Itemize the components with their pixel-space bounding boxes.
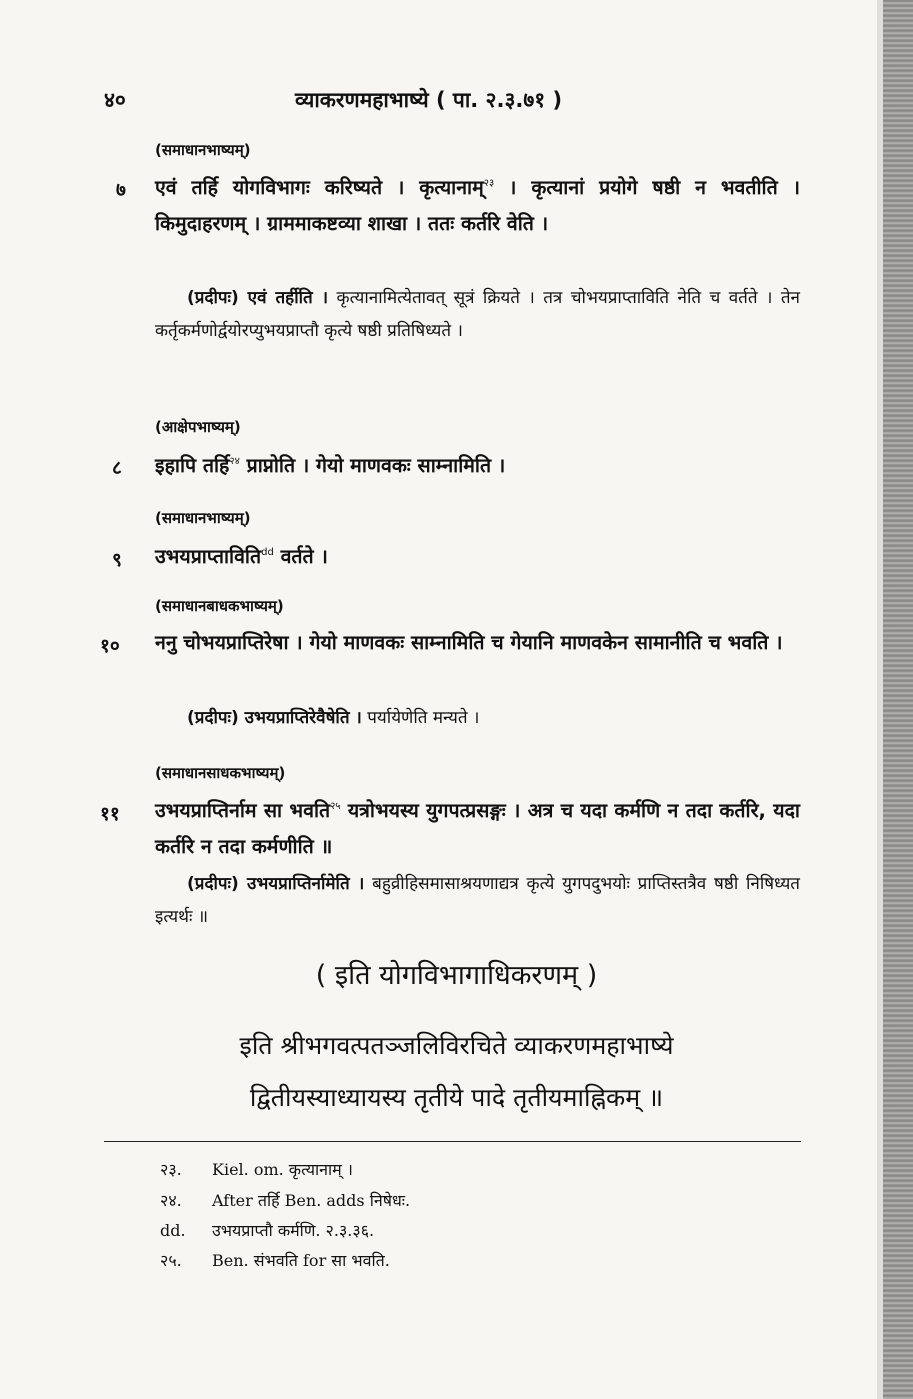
bhashya-passage (155, 170, 800, 242)
pradipa-head: (प्रदीपः) उभयप्राप्तिर्नामेति । (187, 874, 365, 894)
bhashya-passage (155, 625, 800, 661)
running-head: व्याकरणमहाभाष्ये ( पा. २.३.७१ ) (295, 88, 563, 112)
footnote-number: dd. (160, 1221, 186, 1240)
footnote (160, 1249, 390, 1271)
section-label: (समाधानभाष्यम्) (155, 509, 251, 527)
passage-text: वर्तते । (273, 545, 328, 568)
bhashya-passage (155, 448, 800, 484)
passage-number: ९ (112, 549, 122, 571)
pradipa-commentary (155, 282, 800, 348)
footnote-ref: २५ (330, 801, 341, 812)
passage-number: १० (100, 635, 120, 657)
section-label: (आक्षेपभाष्यम्) (155, 418, 241, 436)
bhashya-passage (155, 793, 800, 865)
footnote-divider (104, 1141, 801, 1142)
footnote-number: २३. (160, 1160, 182, 1179)
passage-text: । कृत्यानां प्रयोगे षष्ठी न भवतीति । किमुदाहरणम् । ग्राममाकष्टव्या शाखा । ततः कर्तरि वेति । (155, 176, 800, 235)
passage-number: ७ (116, 179, 126, 201)
footnote-text: Kiel. om. कृत्यानाम् । (212, 1160, 353, 1179)
section-label: (समाधानबाधकभाष्यम्) (155, 597, 284, 615)
pradipa-head: (प्रदीपः) उभयप्राप्तिरेवैषेति । (187, 708, 362, 728)
footnote-ref: २३ (483, 178, 495, 189)
pradipa-text: पर्यायेणेति मन्यते । (367, 708, 480, 728)
footnote-text: उभयप्राप्तौ कर्मणि. २.३.३६. (212, 1221, 375, 1240)
section-label: (समाधानसाधकभाष्यम्) (155, 764, 286, 782)
passage-text: इहापि तर्हि (155, 454, 230, 477)
passage-text: एवं तर्हि योगविभागः करिष्यते । कृत्यानाम् (155, 176, 484, 199)
section-label: (समाधानभाष्यम्) (155, 141, 251, 159)
footnote-text: Ben. संभवति for सा भवति. (212, 1251, 390, 1270)
passage-number: ८ (112, 457, 122, 479)
passage-text: प्राप्नोति । गेयो माणवकः साम्नामिति । (239, 454, 506, 477)
footnote (160, 1189, 410, 1211)
footnote-number: २४. (160, 1191, 182, 1210)
passage-text: यत्रोभयस्य युगपत्प्रसङ्गः । अत्र च यदा कर्मणि न तदा कर्तरि, यदा कर्तरि न तदा कर्मणीति ॥ (155, 799, 800, 858)
page-number: ४० (104, 88, 126, 112)
passage-text: उभयप्राप्ताविति (155, 545, 262, 568)
footnote-ref: २४ (229, 456, 240, 467)
adhikarana-end-title: ( इति योगविभागाधिकरणम् ) (315, 960, 598, 991)
pradipa-head: (प्रदीपः) एवं तर्हीति । (187, 288, 329, 308)
footnote (160, 1219, 374, 1241)
footnote-text: After तर्हि Ben. adds निषेधः. (212, 1191, 411, 1210)
pradipa-text: कृत्यानामित्येतावत् सूत्रं क्रियते । तत्र चोभयप्राप्ताविति नेति च वर्तते । तेन कर्तृकर्मणोर्द्वयोरप्युभयप्राप्तौ कृत्ये षष्ठी प्रतिषिध्यते । (155, 288, 800, 341)
pradipa-text: बहुव्रीहिसमासाश्रयणाद्यत्र कृत्ये युगपदुभयोः प्राप्तिस्तत्रैव षष्ठी निषिध्यत इत्यर्थः ॥ (155, 874, 800, 927)
pradipa-commentary (155, 702, 800, 735)
page-edge-shadow (883, 0, 913, 1399)
passage-text: ननु चोभयप्राप्तिरेषा । गेयो माणवकः साम्नामिति च गेयानि माणवकेन सामानीति च भवति । (155, 631, 783, 654)
passage-text: उभयप्राप्तिर्नाम सा भवति (155, 799, 331, 822)
footnote-number: २५. (160, 1251, 182, 1270)
pradipa-commentary (155, 868, 800, 934)
passage-number: ११ (100, 803, 120, 825)
page-edge-gap (877, 0, 883, 1399)
bhashya-passage (155, 539, 800, 575)
footnote (160, 1158, 353, 1180)
colophon-line-2: द्वितीयस्याध्यायस्य तृतीये पादे तृतीयमाह्निकम् ॥ (249, 1083, 664, 1112)
footnote-ref: dd (261, 547, 274, 558)
colophon-line-1: इति श्रीभगवत्पतञ्जलिविरचिते व्याकरणमहाभाष्ये (239, 1031, 674, 1060)
